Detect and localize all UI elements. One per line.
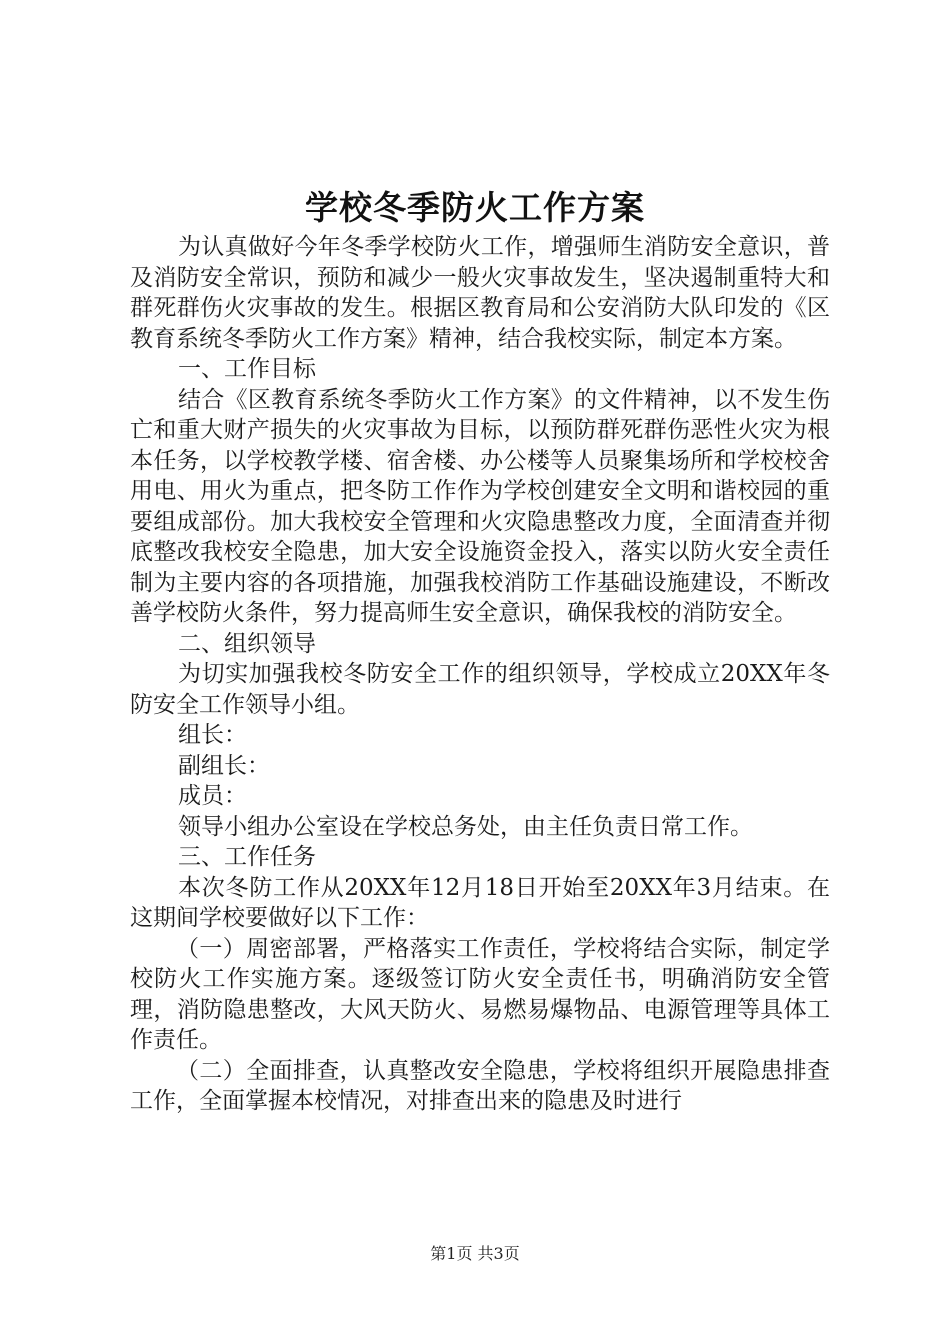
paragraph-leadership: 为切实加强我校冬防安全工作的组织领导，学校成立20XX年冬防安全工作领导小组。	[130, 661, 830, 718]
paragraph-goals: 结合《区教育系统冬季防火工作方案》的文件精神，以不发生伤亡和重大财产损失的火灾事故为目标，以预防群死群伤恶性火灾为根本任务，以学校教学楼、宿舍楼、办公楼等人员聚集场所和学校校舍用电、用火为重点，把冬防工作作为学校创建安全文明和谐校园的重要组成部份。加大我校安全管理和火灾隐患整改力度，全面清查并彻底整改我校安全隐患，加大安全设施资金投入，落实以防火安全责任制为主要内容的各项措施，加强我校消防工作基础设施建设，不断改善学校防火条件，努力提高师生安全意识，确保我校的消防安全。	[130, 386, 830, 626]
leader-line: 组长：	[178, 722, 247, 748]
section-heading-tasks: 三、工作任务	[178, 844, 316, 870]
members-line: 成员：	[178, 783, 247, 809]
paragraph-task-2: （二）全面排查，认真整改安全隐患，学校将组织开展隐患排查工作，全面掌握本校情况，对排查出来的隐患及时进行	[130, 1057, 830, 1114]
paragraph-tasks-period: 本次冬防工作从20XX年12月18日开始至20XX年3月结束。在这期间学校要做好以下工作：	[130, 874, 830, 931]
page-footer: 第1页 共3页	[430, 1244, 520, 1263]
paragraph-intro: 为认真做好今年冬季学校防火工作，增强师生消防安全意识，普及消防安全常识，预防和减少一般火灾事故发生，坚决遏制重特大和群死群伤火灾事故的发生。根据区教育局和公安消防大队印发的《区教育系统冬季防火工作方案》精神，结合我校实际，制定本方案。	[130, 234, 830, 352]
paragraph-task-1: （一）周密部署，严格落实工作责任，学校将结合实际，制定学校防火工作实施方案。逐级签订防火安全责任书，明确消防安全管理，消防隐患整改，大风天防火、易燃易爆物品、电源管理等具体工作责任。	[130, 935, 830, 1053]
office-line: 领导小组办公室设在学校总务处，由主任负责日常工作。	[178, 813, 753, 840]
document-body	[130, 232, 830, 1117]
deputy-leader-line: 副组长：	[178, 752, 270, 779]
section-heading-goals: 一、工作目标	[178, 356, 316, 382]
document-title: 学校冬季防火工作方案	[305, 188, 645, 227]
section-heading-leadership: 二、组织领导	[178, 630, 316, 657]
